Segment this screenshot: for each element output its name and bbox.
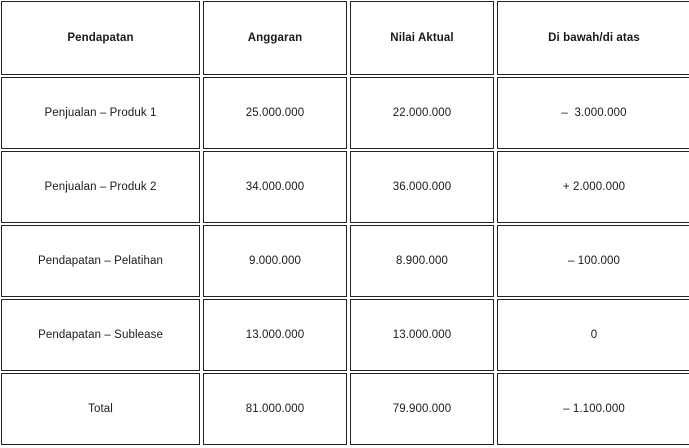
table-cell-row2-nilai-aktual: 36.000.000: [350, 151, 494, 223]
table-cell-row2-pendapatan: Penjualan – Produk 2: [1, 151, 200, 223]
table-cell-row3-pendapatan: Pendapatan – Pelatihan: [1, 225, 200, 297]
table-cell-total-anggaran: 81.000.000: [203, 373, 347, 445]
table-cell-row4-nilai-aktual: 13.000.000: [350, 299, 494, 371]
table-cell-row1-selisih: – 3.000.000: [497, 77, 689, 149]
table-cell-row1-nilai-aktual: 22.000.000: [350, 77, 494, 149]
table-cell-row1-pendapatan: Penjualan – Produk 1: [1, 77, 200, 149]
table-cell-row4-anggaran: 13.000.000: [203, 299, 347, 371]
table-cell-row2-anggaran: 34.000.000: [203, 151, 347, 223]
table-cell-row3-anggaran: 9.000.000: [203, 225, 347, 297]
header-cell-di-bawah-di-atas: Di bawah/di atas: [497, 1, 689, 75]
table-cell-row4-selisih: 0: [497, 299, 689, 371]
table-cell-row4-pendapatan: Pendapatan – Sublease: [1, 299, 200, 371]
header-cell-anggaran: Anggaran: [203, 1, 347, 75]
header-cell-pendapatan: Pendapatan: [1, 1, 200, 75]
table-cell-total-nilai-aktual: 79.900.000: [350, 373, 494, 445]
table-cell-row3-selisih: – 100.000: [497, 225, 689, 297]
table-cell-row2-selisih: + 2.000.000: [497, 151, 689, 223]
budget-comparison-table: [1, 1, 688, 447]
header-cell-nilai-aktual: Nilai Aktual: [350, 1, 494, 75]
table-cell-total-label: Total: [1, 373, 200, 445]
table-cell-total-selisih: – 1.100.000: [497, 373, 689, 445]
table-cell-row3-nilai-aktual: 8.900.000: [350, 225, 494, 297]
table-cell-row1-anggaran: 25.000.000: [203, 77, 347, 149]
